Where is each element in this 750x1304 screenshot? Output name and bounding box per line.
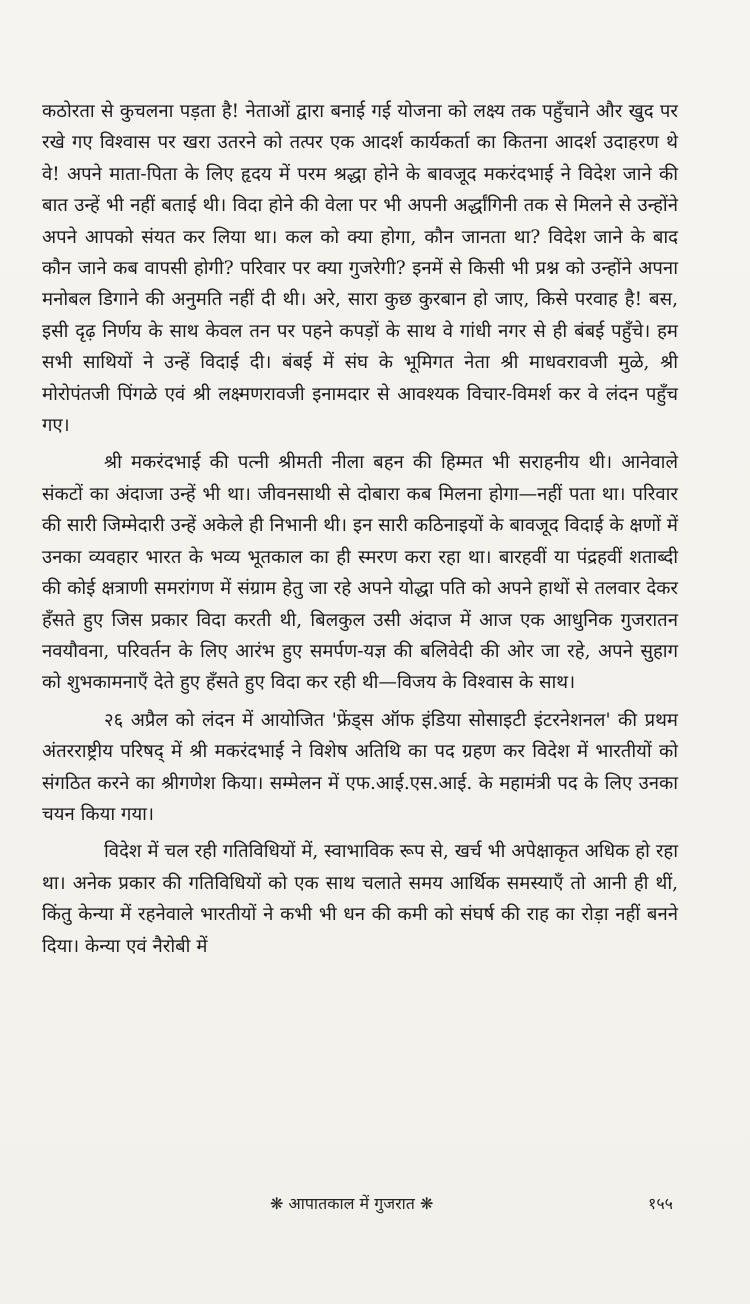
body-text [42,96,678,968]
page-footer [0,1192,750,1222]
page-number: १५५ [648,1194,673,1213]
paragraph-4: विदेश में चल रही गतिविधियों में, स्वाभाविक रूप से, खर्च भी अपेक्षाकृत अधिक हो रहा था। अनेक प्रकार की गतिविधियों को एक साथ चलाते समय आर्थिक समस्याएँ तो आनी ही थीं, किंतु केन्या में रहनेवाले भारतीयों ने कभी भी धन की कमी को संघर्ष की राह का रोड़ा नहीं बनने दिया। केन्या एवं नैरोबी में [42,841,678,957]
paragraph-2: श्री मकरंदभाई की पत्नी श्रीमती नीला बहन की हिम्मत भी सराहनीय थी। आनेवाले संकटों का अंदाजा उन्हें भी था। जीवनसाथी से दोबारा कब मिलना होगा—नहीं पता था। परिवार की सारी जिम्मेदारी उन्हें अकेले ही निभानी थी। इन सारी कठिनाइयों के बावजूद विदाई के क्षणों में उनका व्यवहार भारत के भव्य भूतकाल का ही स्मरण करा रहा था। बारहवीं या पंद्रहवीं शताब्दी की कोई क्षत्राणी समरांगण में संग्राम हेतु जा रहे अपने योद्धा पति को अपने हाथों से तलवार देकर हँसते हुए जिस प्रकार विदा करती थी, बिलकुल उसी अंदाज में आज एक आधुनिक गुजरातन नवयौवना, परिवर्तन के लिए आरंभ हुए समर्पण-यज्ञ की बलिवेदी की ओर जा रहे, अपने सुहाग को शुभकामनाएँ देते हुए हँसते हुए विदा कर रही थी—विजय के विश्वास के साथ। [42,452,678,694]
running-title: ❋ आपातकाल में गुजरात ❋ [270,1194,434,1213]
paragraph-1: कठोरता से कुचलना पड़ता है! नेताओं द्वारा बनाई गई योजना को लक्ष्य तक पहुँचाने और खुद पर रखे गए विश्वास पर खरा उतरने को तत्पर एक आदर्श कार्यकर्ता का कितना आदर्श उदाहरण थे वे! अपने माता-पिता के लिए हृदय में परम श्रद्धा होने के बावजूद मकरंदभाई ने विदेश जाने की बात उन्हें भी नहीं बताई थी। विदा होने की वेला पर भी अपनी अर्द्धांगिनी तक से मिलने से उन्होंने अपने आपको संयत कर लिया था। कल को क्या होगा, कौन जानता था? विदेश जाने के बाद कौन जाने कब वापसी होगी? परिवार पर क्या गुजरेगी? इनमें से किसी भी प्रश्न को उन्होंने अपना मनोबल डिगाने की अनुमति नहीं दी थी। अरे, सारा कुछ कुरबान हो जाए, किसे परवाह है! बस, इसी दृढ़ निर्णय के साथ केवल तन पर पहने कपड़ों के साथ वे गांधी नगर से ही बंबई पहुँचे। हम सभी साथियों ने उन्हें विदाई दी। बंबई में संघ के भूमिगत नेता श्री माधवरावजी मुळे, श्री मोरोपंतजी पिंगळे एवं श्री लक्ष्मणरावजी इनामदार से आवश्यक विचार-विमर्श कर वे लंदन पहुँच गए। [42,101,678,437]
paragraph-3: २६ अप्रैल को लंदन में आयोजित 'फ्रेंड्स ऑफ इंडिया सोसाइटी इंटरनेशनल' की प्रथम अंतरराष्ट्रीय परिषद् में श्री मकरंदभाई ने विशेष अतिथि का पद ग्रहण कर विदेश में भारतीयों को संगठित करने का श्रीगणेश किया। सम्मेलन में एफ.आई.एस.आई. के महामंत्री पद के लिए उनका चयन किया गया। [42,709,678,825]
